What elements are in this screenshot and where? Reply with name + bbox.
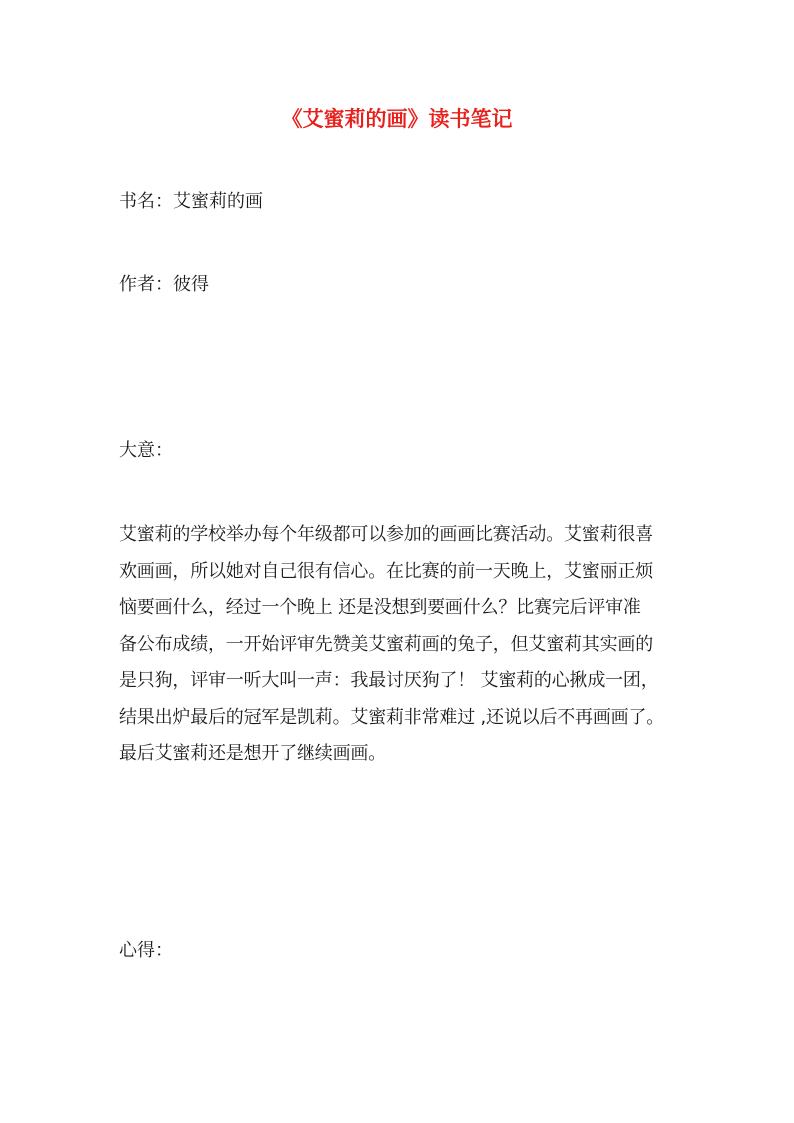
summary-line: 艾蜜莉的学校举办每个年级都可以参加的画画比赛活动。艾蜜莉很喜: [119, 524, 653, 545]
summary-line: 是只狗，评审一听大叫一声：我最讨厌狗了！ 艾蜜莉的心揪成一团，: [119, 670, 659, 691]
summary-line: 结果出炉最后的冠军是凯莉。艾蜜莉非常难过 ,还说以后不再画画了。: [119, 706, 665, 728]
summary-line: 恼要画什么，经过一个晚上 还是没想到要画什么？比赛完后评审准: [119, 597, 641, 618]
document-title: 《艾蜜莉的画》读书笔记: [281, 107, 513, 131]
book-name-line: 书名：艾蜜莉的画: [119, 191, 263, 212]
summary-line: 备公布成绩，一开始评审先赞美艾蜜莉画的兔子，但艾蜜莉其实画的: [119, 633, 653, 655]
summary-heading: 大意：: [119, 440, 173, 461]
summary-line: 欢画画，所以她对自己很有信心。在比赛的前一天晚上，艾蜜丽正烦: [119, 560, 653, 582]
summary-line: 最后艾蜜莉还是想开了继续画画。: [119, 743, 386, 764]
author-line: 作者：彼得: [119, 274, 209, 295]
reflection-heading: 心得：: [119, 940, 173, 961]
summary-paragraph: [119, 517, 694, 773]
